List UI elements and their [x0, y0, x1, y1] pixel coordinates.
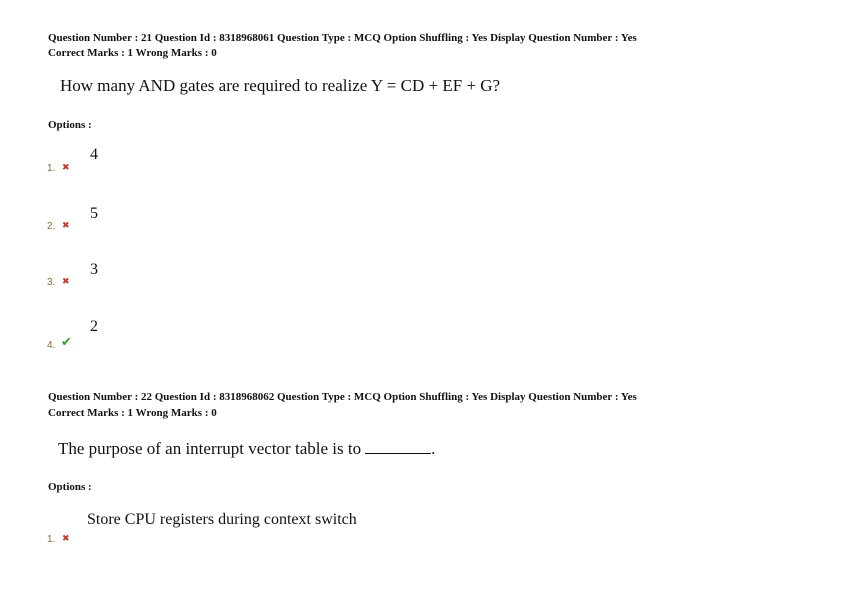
- option-4: [0, 318, 842, 358]
- question-meta: Question Number : 22 Question Id : 8318968062 Question Type : MCQ Option Shuffling : Yes Display Question Number : Yes: [48, 391, 637, 403]
- option-text: 2: [90, 318, 98, 335]
- option-text: 5: [90, 205, 98, 222]
- option-number: 4.: [47, 340, 56, 351]
- question-marks: Correct Marks : 1 Wrong Marks : 0: [48, 47, 217, 59]
- checkmark-icon: ✔: [61, 335, 72, 350]
- option-text: 3: [90, 261, 98, 278]
- cross-icon: ✖: [62, 534, 70, 544]
- option-3: [0, 261, 842, 301]
- answer-blank: [365, 439, 431, 454]
- question-text-end: .: [431, 439, 436, 458]
- option-1: [0, 511, 842, 551]
- option-number: 3.: [47, 277, 56, 288]
- question-text: How many AND gates are required to realize Y = CD + EF + G?: [60, 76, 501, 95]
- option-number: 2.: [47, 221, 56, 232]
- option-number: 1.: [47, 163, 56, 174]
- options-label: Options :: [48, 119, 92, 131]
- option-text: 4: [90, 146, 98, 163]
- option-2: [0, 205, 842, 245]
- question-text-main: The purpose of an interrupt vector table is to: [58, 439, 362, 458]
- option-1: [0, 146, 842, 186]
- options-label: Options :: [48, 481, 92, 493]
- question-meta: Question Number : 21 Question Id : 8318968061 Question Type : MCQ Option Shuffling : Yes Display Question Number : Yes: [48, 32, 637, 44]
- option-text: Store CPU registers during context switch: [87, 511, 357, 528]
- option-number: 1.: [47, 534, 56, 545]
- question-marks: Correct Marks : 1 Wrong Marks : 0: [48, 407, 217, 419]
- cross-icon: ✖: [62, 221, 70, 231]
- cross-icon: ✖: [62, 277, 70, 287]
- question-text: [58, 439, 435, 459]
- cross-icon: ✖: [62, 163, 70, 173]
